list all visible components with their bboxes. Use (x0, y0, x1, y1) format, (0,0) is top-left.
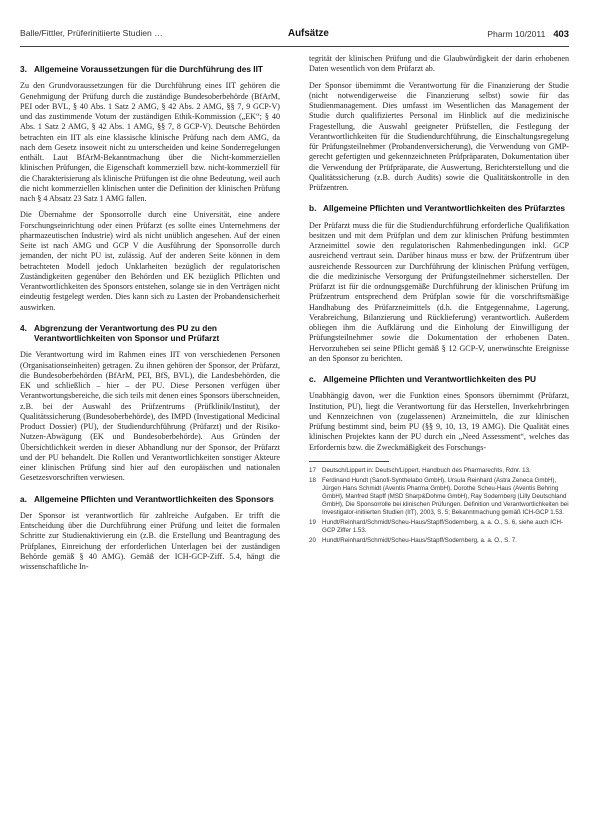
footnote-number: 17 (309, 466, 316, 474)
footnote-text: Hundt/Reinhard/Schmidt/Scheu-Haus/Stapff/Sodernberg, a. a. O., S. 7. (322, 536, 517, 544)
body-paragraph: Zu den Grundvoraussetzungen für die Durchführung eines IIT gehören die Genehmigung der Prüfung durch die zuständige Bundesoberbehörde (BfArM, PEI oder BVL, § 40 Abs. 1 Satz 2 AMG, § 42 Abs. 2 AMG, §§ 7, 9 GCP-V) und das zustimmende Votum der zuständigen Ethik-Kommission („EK“; § 40 Abs. 1 Satz 2 AMG, § 42 Abs. 1 AMG, §§ 7, 8 GCP-V). Deutsche Behörden betrachten ein IIT als eine klassische klinische Prüfung nach dem AMG, da nach dem Gesetz insoweit nicht zu unterscheiden und keine Sonderregelungen enthält. Laut BfArM-Bekanntmachung über die Nicht-kommerziellen klinischen Prüfungen, die Eigenschaft kommerziell bzw. nicht-kommerziell für die Charakterisierung als klinische Prüfungen ist die ohne Bedeutung, weil auch die nicht kommerziellen klinischen unter die Definition der klinischen Prüfung nach § 4 Absatz 23 Satz 1 AMG fallen. (20, 81, 280, 204)
footnotes (309, 467, 569, 545)
body-paragraph: Die Verantwortung wird im Rahmen eines IIT von verschiedenen Personen (Organisationseinheiten) getragen. Zu ihnen gehören der Sponsor, der Prüfarzt, die Bundesoberbehörden (BfArM, PEI, BfS, BVL), die Landesbehörden, die EK und schließlich – hier – der PU. Diese Personen verfügen über Verantwortungsbereiche, die sich teils mit denen eines Sponsors überschneiden, z.B. bei der Auswahl des Prüfzentrums (Prüfklinik/Institut), der Qualitätssicherung (Bundesoberbehörde), des IMPD (Investigational Medicinal Product Dossier) (PU), der Studiendurchführung (Prüfarzt) und der Risiko-Nutzen-Abwägung (EK und Bundesoberbehörde). Aus Gründen der Übersichtlichkeit werden in dieser Abhandlung nur der Sponsor, der Prüfarzt und der PU behandelt. Die Rollen und Verantwortlichkeiten sonstiger Akteure einer klinischen Prüfung sind hier auf den europäischen und nationalen Gesetzesvorschriften verwiesen. (20, 350, 280, 483)
section-title: Allgemeine Voraussetzungen für die Durchführung des IIT (34, 64, 263, 74)
footnote-number: 20 (309, 536, 316, 544)
section-label: Aufsätze (288, 28, 329, 39)
footnote-number: 18 (309, 476, 316, 484)
footnote (309, 537, 569, 545)
section-heading (20, 494, 280, 504)
body-paragraph: Unabhängig davon, wer die Funktion eines Sponsors übernimmt (Prüfarzt, Institution, PU), liegt die Verantwortung für das Herstellen, Inverkehrbringen und Kennzeichnen von (zugelassenen) Arzneimitteln, die zur klinischen Prüfung bestimmt sind, beim PU (§§ 9, 10, 13, 19 AMG). Die Qualität eines klinischen Projektes kann der PU durch ein „Need Assessment“, welches das Erfordernis bzw. die Zweckmäßigkeit des Forschungs- (309, 391, 569, 452)
section-number: 3. (20, 64, 27, 74)
header-rule (20, 46, 569, 47)
left-column (20, 54, 280, 578)
body-paragraph: tegrität der klinischen Prüfung und die Glaubwürdigkeit der darin erhobenen Daten wesentlich von dem Prüfarzt ab. (309, 54, 569, 74)
section-heading (309, 203, 569, 213)
footnote-number: 19 (309, 518, 316, 526)
footnote-rule (309, 461, 389, 462)
right-column-body (309, 54, 569, 453)
section-heading (309, 374, 569, 384)
section-number: b. (309, 203, 317, 214)
running-header (20, 28, 569, 42)
footnote (309, 467, 569, 475)
footnote (309, 477, 569, 517)
section-title: Abgrenzung der Verantwortung des PU zu den Verantwortlichkeiten von Sponsor und Prüfarzt (34, 322, 220, 344)
section-number: c. (309, 374, 316, 385)
footnote (309, 519, 569, 535)
body-paragraph: Der Sponsor übernimmt die Verantwortung für die Finanzierung der Studie (nicht notwendigerweise die Finanzierung selbst) sowie für das Studienmanagement. Dies umfasst im Wesentlichen das Management der Studie durch qualifiziertes Personal im Hinblick auf die medizinische Fragestellung, die Auswahl geeigneter Prüfstellen, die Festlegung der Verantwortlichkeiten für die Studiendurchführung, die Einschaltungsregelung für Prüfungsteilnehmer (Probandenversicherung), die Verwendung von GMP-gerecht gefertigten und gekennzeichneten Prüfpräparaten, Dokumentation über die Verwendung der Prüfpräparate, die Auswertung, Berichterstellung und die Qualitätssicherung (z.B. durch Audits) sowie die Qualitätskontrolle in den Prüfzentren. (309, 80, 569, 192)
section-heading (20, 323, 280, 344)
page-number: 403 (553, 28, 569, 39)
journal-issue: Pharm 10/2011 (487, 29, 546, 39)
section-number: 4. (20, 322, 27, 333)
footnote-text: Ferdinand Hundt (Sanofi-Synthelabo GmbH), Ursula Reinhard (Astra Zeneca GmbH), Jürgen Hans Schmidt (Aventis Pharma GmbH), Dorothe Scheu-Haus (Aventis Behring GmbH), Manfred Stapff (MSD Sharp&Dohme GmbH), Ray Sodernberg (Lilly Deutschland GmbH), Die Sponsorrolle bei klinischen Prüfungen. Definition und Verantwortlichkeiten bei Investigator-initiierten Studien (IIT), 2003, S. 5; Bekanntmachung gemäß ICH-GCP 1.53. (322, 476, 569, 516)
section-title: Allgemeine Pflichten und Verantwortlichkeiten des Prüfarztes (323, 203, 566, 214)
right-column (309, 54, 569, 547)
section-title: Allgemeine Pflichten und Verantwortlichkeiten des PU (323, 374, 537, 385)
section-number: a. (20, 493, 27, 504)
section-title: Allgemeine Pflichten und Verantwortlichkeiten des Sponsors (34, 493, 274, 504)
body-paragraph: Der Prüfarzt muss die für die Studiendurchführung erforderliche Qualifikation besitzen und mit dem Prüfplan und dem zur klinischen Prüfung bestimmten Arzneimittel sowie den regulatorischen Rahmenbedingungen inkl. GCP ausreichend vertraut sein. Darüber hinaus muss er bzw. der Prüfzentrum über ausreichende Ressourcen zur Durchführung der klinischen Prüfung verfügen, die die medizinische Versorgung der Prüfungsteilnehmer sicherstellen. Der Prüfarzt ist für die ordnungsgemäße Durchführung der klinischen Prüfung im Prüfzentrum entsprechend dem Prüfplan sowie für die vorschriftsmäßige Handhabung des Prüfarzneimittels (d.h. die Entgegennahme, Lagerung, Verabreichung, Bilanzierung und Rücklieferung) verantwortlich. Außerdem obliegen ihm die Aufklärung und die Einholung der Einwilligung der Prüfungsteilnehmer sowie die Dokumentation der erhobenen Daten. Hervorzuheben sei seine Pflicht gemäß § 12 GCP-V, unerwünschte Ereignisse an den Sponsor zu berichten. (309, 220, 569, 363)
body-paragraph: Der Sponsor ist verantwortlich für zahlreiche Aufgaben. Er trifft die Entscheidung über die Durchführung einer Prüfung und leitet die formalen Schritte zur Studienaktivierung ein (z.B. die Erstellung und Beantragung des Prüfplanes, Einreichung der erforderlichen Unterlagen bei der zuständigen Behörde gemäß § 40 AMG). Gemäß der ICH-GCP-Ziff. 5.4, hängt die wissenschaftliche In- (20, 510, 280, 572)
running-title: Balle/Fittler, Prüferinitiierte Studien … (20, 28, 163, 38)
footnote-text: Deutsch/Lippert in: Deutsch/Lippert, Handbuch des Pharmarechts, Rdnr. 13. (322, 466, 531, 474)
section-heading (20, 64, 280, 74)
body-paragraph: Die Übernahme der Sponsorrolle durch eine Universität, eine andere Forschungseinrichtung oder einen Prüfarzt (es sollte eines Unternehmens der pharmazeutischen Industrie) wird als nicht unüblich angesehen. Auf der einen Seite ist nach AMG und GCP V die Ausführung der Sponsorrolle durch jemanden, der nicht PU ist, zulässig. Auf der anderen Seite können in dem betrachteten Modell jedoch Unklarheiten bezüglich der regulatorischen Zuständigkeiten gegenüber den Behörden und EK bezüglich Pflichten und Verantwortlichkeiten des Sponsors entstehen, solange sie in den Verträgen nicht eindeutig festgelegt werden. Dies kann sich zu Lasten der Probandensicherheit auswirken. (20, 210, 280, 312)
journal-info (487, 28, 569, 39)
footnote-text: Hundt/Reinhard/Schmidt/Scheu-Haus/Stapff/Sodernberg, a. a. O., S. 6, siehe auch ICH-GCP Ziffer 1.53. (322, 518, 563, 534)
